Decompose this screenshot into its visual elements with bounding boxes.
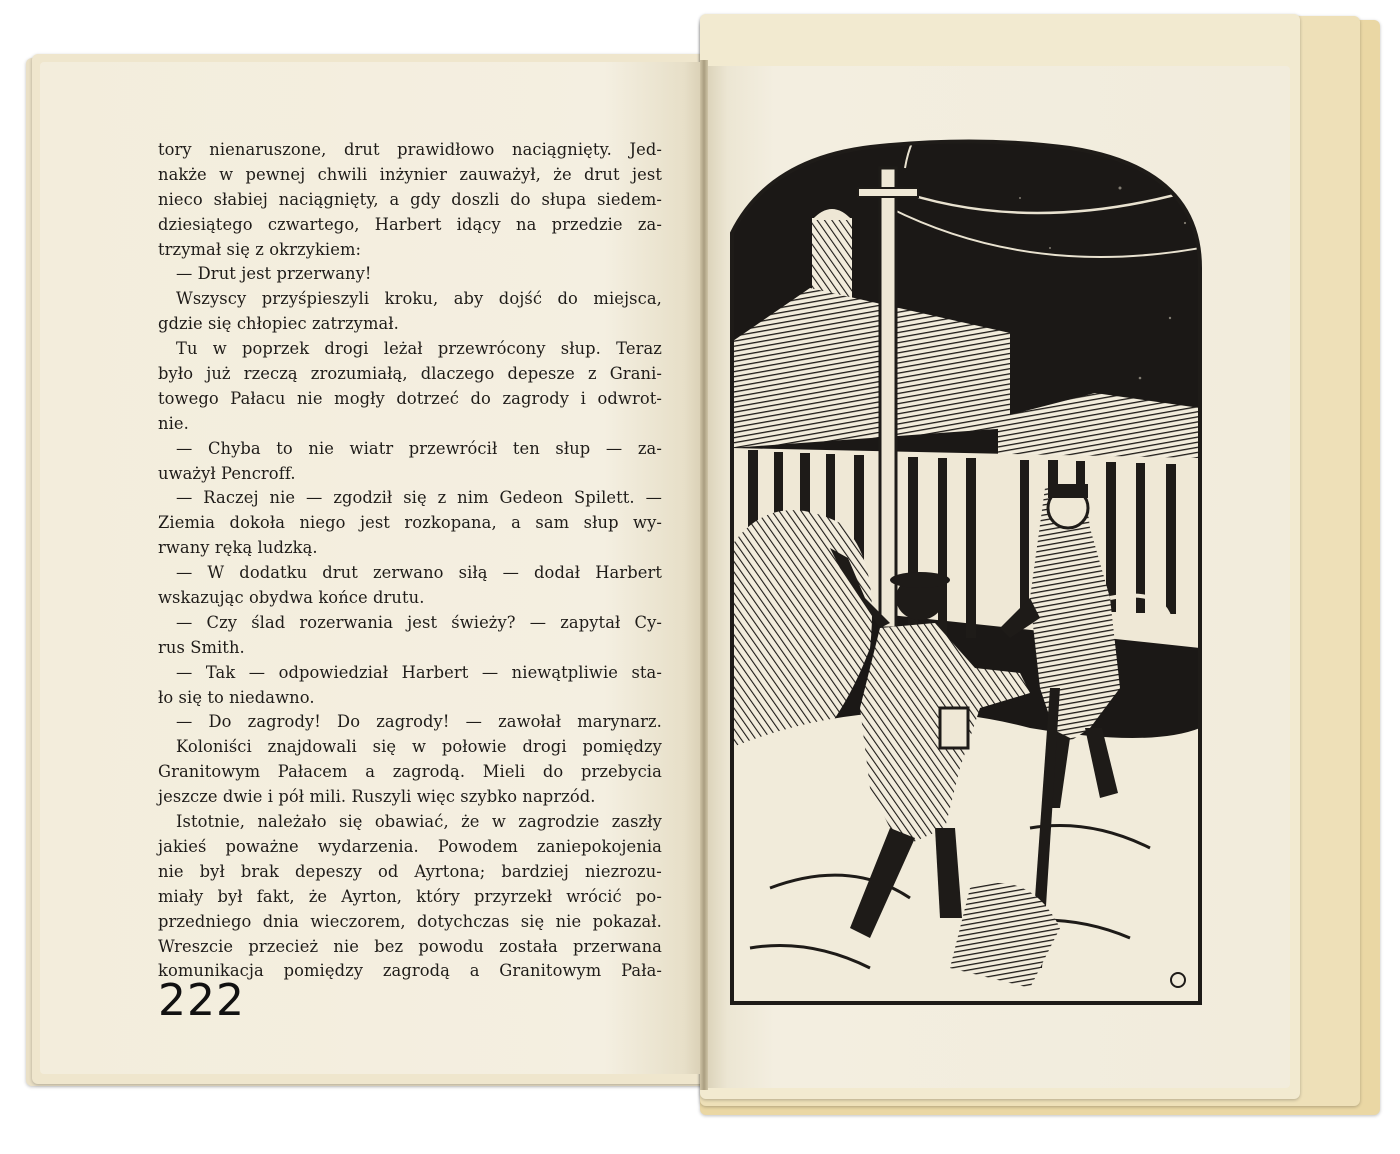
text-line: — Do zagrody! Do zagrody! — zawołał marynarz.	[176, 712, 662, 732]
text-line: — Drut jest przerwany!	[176, 264, 372, 284]
text-line: nakże w pewnej chwili inżynier zauważył, że drut jest	[158, 164, 662, 184]
illustration-scene	[730, 128, 1230, 1008]
book-gutter	[700, 60, 708, 1090]
text-line: tory nienaruszone, drut prawidłowo naciągnięty. Jed-	[158, 140, 662, 159]
text-line: — Tak — odpowiedział Harbert — niewątpliwie sta-	[176, 662, 662, 682]
page-text	[158, 138, 662, 984]
page-number: 222	[158, 975, 245, 1026]
text-line: przedniego dnia wieczorem, dotychczas się nie pokazał.	[158, 911, 662, 931]
text-line: — Raczej nie — zgodził się z nim Gedeon Spilett. —	[176, 488, 662, 508]
text-line: miały był fakt, że Ayrton, który przyrzekł wrócić po-	[158, 886, 662, 906]
text-line: było już rzeczą zrozumiałą, dlaczego depesze z Grani-	[158, 364, 662, 384]
text-line: Tu w poprzek drogi leżał przewrócony słup. Teraz	[176, 339, 662, 359]
text-line: rus Smith.	[158, 637, 245, 657]
text-line: Wszyscy przyśpieszyli kroku, aby dojść do miejsca,	[176, 289, 662, 309]
text-line: nie był brak depeszy od Ayrtona; bardziej niezrozu-	[158, 861, 662, 881]
text-line: wskazując obydwa końce drutu.	[158, 588, 425, 608]
text-line: nie.	[158, 413, 189, 433]
text-line: jeszcze dwie i pół mili. Ruszyli więc szybko naprzód.	[158, 787, 596, 807]
text-line: — Chyba to nie wiatr przewrócił ten słup — za-	[176, 438, 662, 458]
text-line: dziesiątego czwartego, Harbert idący na przedzie za-	[158, 214, 662, 234]
woodcut-illustration	[730, 128, 1230, 1008]
text-line: gdzie się chłopiec zatrzymał.	[158, 314, 399, 334]
text-line: nieco słabiej naciągnięty, a gdy doszli do słupa siedem-	[158, 189, 662, 209]
text-line: Koloniści znajdowali się w połowie drogi pomiędzy	[176, 737, 662, 757]
text-line: ło się to niedawno.	[158, 687, 315, 707]
text-line: — Czy ślad rozerwania jest świeży? — zapytał Cy-	[176, 612, 662, 632]
text-line: Istotnie, należało się obawiać, że w zagrodzie zaszły	[176, 812, 662, 832]
text-line: rwany ręką ludzką.	[158, 538, 318, 558]
text-line: trzymał się z okrzykiem:	[158, 239, 362, 259]
text-line: Granitowym Pałacem a zagrodą. Mieli do przebycia	[158, 762, 662, 782]
text-line: towego Pałacu nie mogły dotrzeć do zagrody i odwrot-	[158, 388, 662, 408]
text-line: Ziemia dokoła niego jest rozkopana, a sam słup wy-	[158, 513, 662, 533]
text-line: Wreszcie przecież nie bez powodu została przerwana	[158, 936, 662, 956]
text-line: uważył Pencroff.	[158, 463, 296, 483]
text-line: — W dodatku drut zerwano siłą — dodał Harbert	[176, 563, 662, 583]
text-line: jakieś poważne wydarzenia. Powodem zaniepokojenia	[158, 836, 662, 856]
text-line: komunikacja pomiędzy zagrodą a Granitowym Pała-	[158, 961, 662, 981]
